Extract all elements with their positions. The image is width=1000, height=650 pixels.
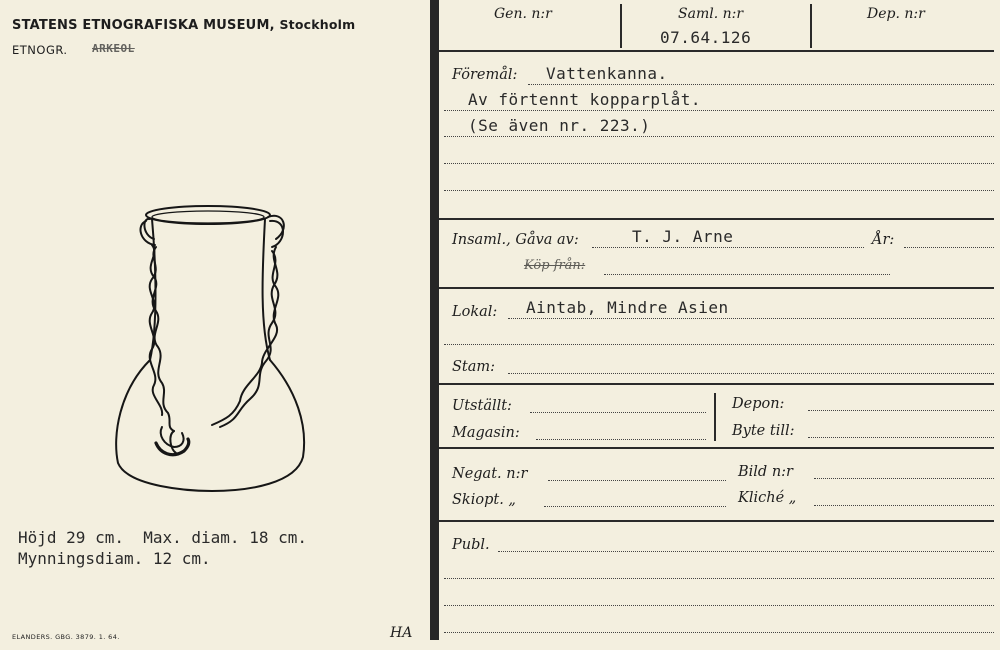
dotted-line <box>498 551 994 552</box>
dimensions <box>18 527 307 569</box>
foremal-label: Föremål: <box>452 67 518 83</box>
department-label: ETNOGR. <box>12 43 68 57</box>
dotted-line <box>548 480 726 481</box>
dotted-line <box>814 505 994 506</box>
dotted-line <box>508 318 994 319</box>
printer-imprint: ELANDERS. GBG. 3879. 1. 64. <box>12 633 120 641</box>
lokal-value: Aintab, Mindre Asien <box>526 298 729 317</box>
dotted-line <box>444 578 994 579</box>
dimensions-line-1: Höjd 29 cm. Max. diam. 18 cm. <box>18 528 307 547</box>
dotted-line <box>814 478 994 479</box>
negat-label: Negat. n:r <box>452 466 528 482</box>
utstallt-label: Utställt: <box>452 398 512 414</box>
dotted-line <box>444 190 994 191</box>
depon-label: Depon: <box>732 396 785 412</box>
dotted-line <box>530 412 706 413</box>
dotted-line <box>808 410 994 411</box>
publ-label: Publ. <box>452 537 490 553</box>
kop-fran-label: Köp från: <box>524 258 586 273</box>
section-rule <box>439 218 994 220</box>
institution-name: STATENS ETNOGRAFISKA MUSEUM, <box>12 18 275 33</box>
section-rule <box>439 520 994 522</box>
section-rule <box>439 447 994 449</box>
card-divider-bar <box>430 0 439 640</box>
kliche-label: Kliché „ <box>738 490 797 506</box>
department-stamp: ARKEOL <box>92 42 135 55</box>
cataloguer-initials: HA <box>390 625 413 641</box>
header-divider <box>620 4 622 48</box>
saml-number-value: 07.64.126 <box>660 28 752 47</box>
section-rule <box>439 287 994 289</box>
dimensions-line-2: Mynningsdiam. 12 cm. <box>18 549 211 568</box>
stam-label: Stam: <box>452 359 496 375</box>
dotted-line <box>592 247 864 248</box>
lokal-label: Lokal: <box>452 304 498 320</box>
dotted-line <box>544 506 726 507</box>
skiopt-label: Skiopt. „ <box>452 492 516 508</box>
dotted-line <box>444 110 994 111</box>
insaml-label: Insaml., Gåva av: <box>452 232 579 248</box>
dotted-line <box>536 439 706 440</box>
foremal-line-3: (Se även nr. 223.) <box>468 116 651 135</box>
museum-title <box>12 17 355 33</box>
dotted-line <box>444 632 994 633</box>
dep-number-label: Dep. n:r <box>867 6 925 22</box>
dotted-line <box>528 84 994 85</box>
city-name: Stockholm <box>279 17 356 32</box>
foremal-line-2: Av förtennt kopparplåt. <box>468 90 702 109</box>
dotted-line <box>604 274 890 275</box>
year-label: År: <box>872 232 895 248</box>
section-rule <box>439 50 994 52</box>
foremal-line-1: Vattenkanna. <box>546 64 668 83</box>
gen-number-label: Gen. n:r <box>494 6 552 22</box>
bild-label: Bild n:r <box>738 464 793 480</box>
section-rule <box>439 383 994 385</box>
saml-number-label: Saml. n:r <box>678 6 744 22</box>
insaml-value: T. J. Arne <box>632 227 734 246</box>
dotted-line <box>808 437 994 438</box>
dotted-line <box>444 163 994 164</box>
dotted-line <box>508 373 994 374</box>
magasin-label: Magasin: <box>452 425 520 441</box>
dotted-line <box>444 344 994 345</box>
column-divider <box>714 393 716 441</box>
header-divider <box>810 4 812 48</box>
byte-label: Byte till: <box>732 423 795 439</box>
dotted-line <box>444 605 994 606</box>
dotted-line <box>904 247 994 248</box>
dotted-line <box>444 136 994 137</box>
water-jug-drawing <box>100 195 320 500</box>
